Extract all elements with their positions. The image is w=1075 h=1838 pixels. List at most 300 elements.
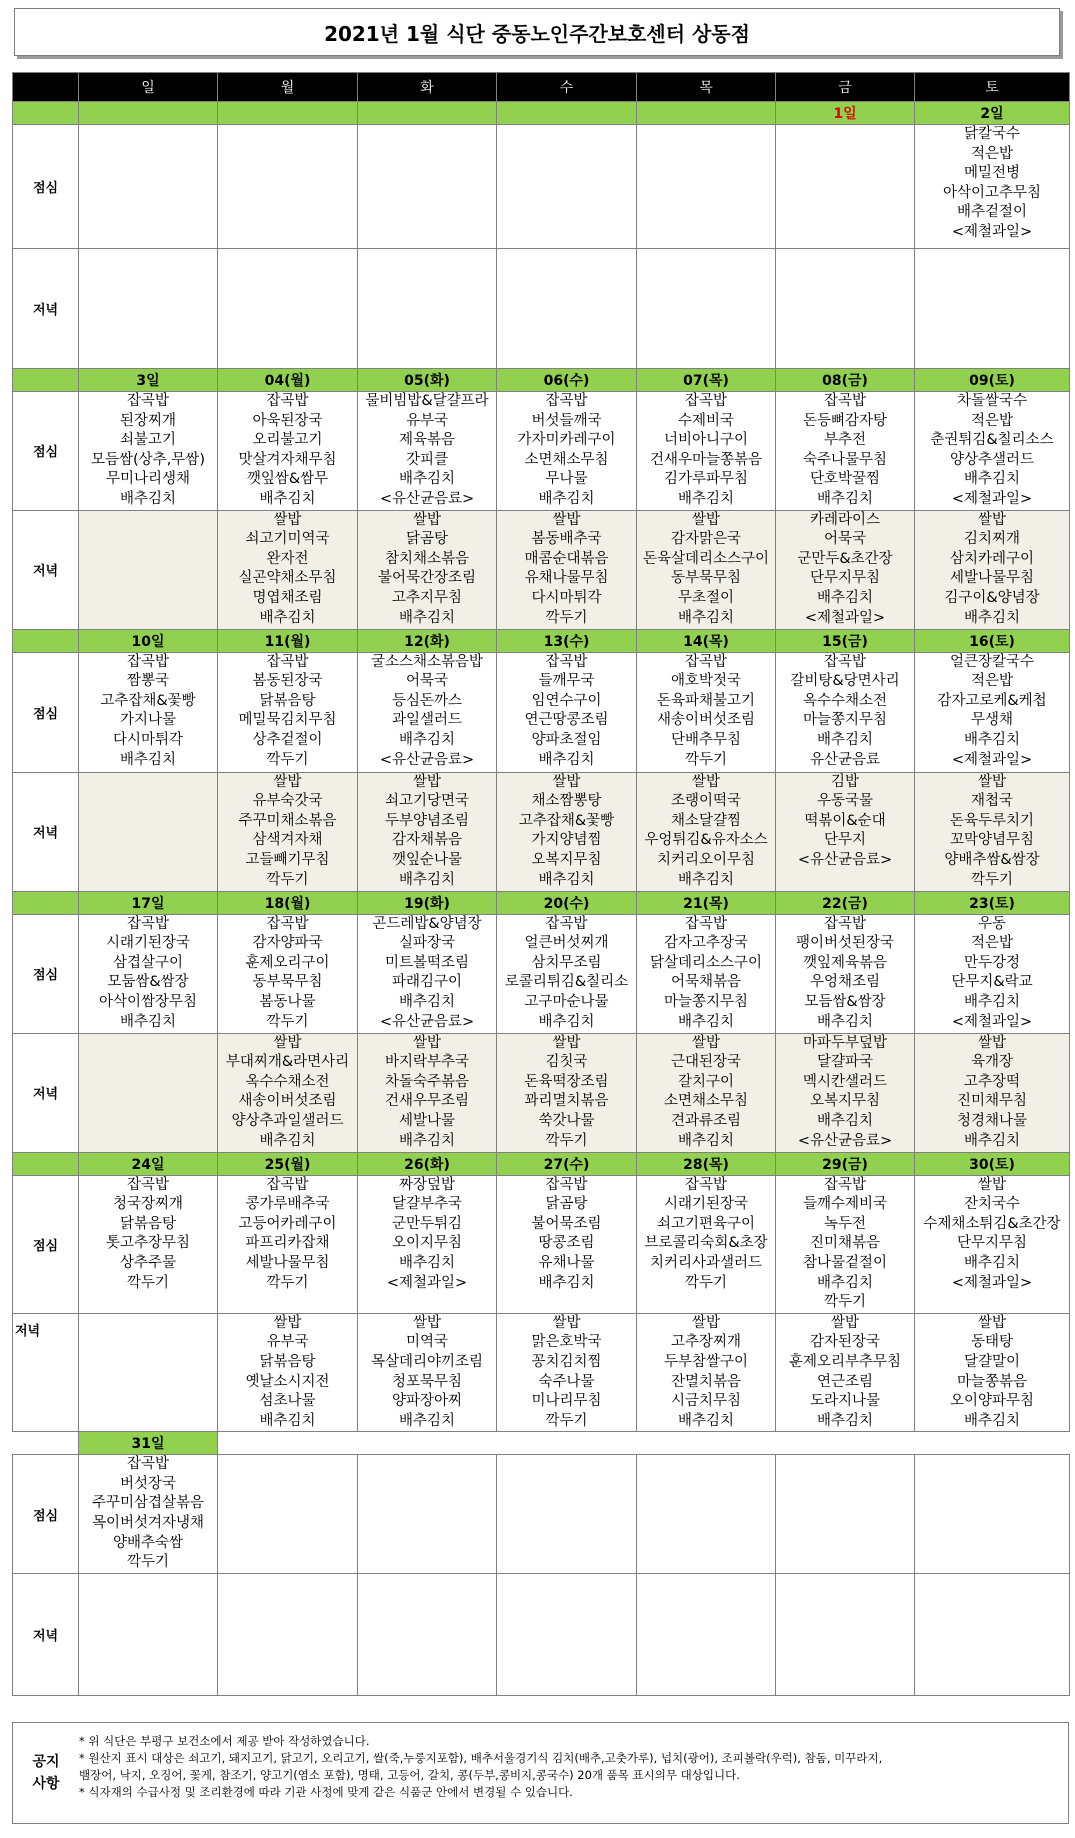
menu-item: 춘권튀김&칠리소스 [930,432,1054,449]
menu-item: 깍두기 [970,871,1014,888]
date-cell: 15(금) [776,629,915,652]
menu-item: 고추잡채&꽃빵 [518,812,615,829]
menu-item: 배추겉절이 [956,204,1028,221]
menu-item: 세발나물무침 [245,1254,330,1271]
menu-item: 배추김치 [398,471,456,488]
menu-item: 팽이버섯된장국 [795,935,895,952]
dinner-label: 저녁 [13,510,79,629]
menu-item: 섬초나물 [259,1393,316,1410]
menu-item: 쌀밥 [412,1034,441,1051]
menu-item: 양상추샐러드 [949,451,1035,468]
lunch-label: 점심 [13,1455,79,1574]
menu-item: 도라지나물 [809,1393,881,1410]
lunch-row [13,652,1070,772]
dinner-label: 저녁 [13,1033,79,1152]
menu-item: 배추김치 [816,589,874,606]
menu-item: 다시마튀각 [531,589,602,606]
menu-item: 마늘쫑볶음 [956,1373,1028,1390]
menu-item: 마늘쫑지무침 [663,993,749,1010]
menu-item: 로콜리튀김&칠리소 [504,974,629,991]
menu-item: 배추김치 [119,490,177,507]
menu-item: 배추김치 [398,1132,456,1149]
date-cell: 28(목) [637,1152,776,1175]
menu-item: 파래김구이 [391,974,463,991]
menu-item: 배추김치 [538,1274,595,1291]
notice-line: * 위 식단은 부평구 보건소에서 제공 받아 작성하였습니다. [79,1734,370,1748]
menu-item: 새송이버섯조림 [238,1093,337,1110]
menu-cell [79,1175,218,1313]
menu-item: 배추김치 [398,1412,456,1429]
menu-cell [637,914,776,1033]
date-corner [13,1152,79,1175]
menu-cell [358,1573,497,1695]
date-cell [776,1432,915,1455]
date-row [13,891,1070,914]
menu-item: 잡곡밥 [545,915,588,932]
menu-item: 무미나리생채 [105,471,191,488]
menu-item: 소면채소무침 [524,451,609,468]
menu-item: 동태탕 [970,1334,1014,1351]
notice-label [13,1723,79,1823]
dinner-label: 저녁 [13,772,79,891]
menu-item: 과일샐러드 [391,712,463,729]
day-header: 월 [218,73,358,102]
menu-item: 배추김치 [816,1112,874,1129]
menu-table [12,72,1070,1696]
menu-cell [218,249,358,369]
menu-item: 적은밥 [970,145,1014,162]
menu-cell [776,392,915,511]
menu-item: 미트볼떡조림 [384,954,470,971]
menu-item: 김가루파무침 [663,471,749,488]
menu-item: 깍두기 [823,1294,867,1311]
menu-item: 임연수구이 [531,692,602,709]
menu-item: 동부묵무침 [252,974,323,991]
menu-item: 양파장아찌 [391,1393,463,1410]
menu-item: 육개장 [970,1054,1014,1071]
menu-item: 유부국 [405,412,449,429]
menu-item: 고추잡채&꽃빵 [100,692,196,709]
menu-cell [79,652,218,772]
menu-item: 갈비탕&당면사리 [790,673,900,690]
menu-item: 쌀밥 [552,1034,581,1051]
menu-cell [79,510,218,629]
menu-item: 배추김치 [963,731,1021,748]
menu-item: 쌀밥 [412,773,441,790]
menu-item: 등심돈까스 [391,692,463,709]
date-cell: 2일 [915,102,1070,125]
date-cell: 10일 [79,629,218,652]
menu-item: 옥수수채소전 [802,692,888,709]
menu-item: 파프리카잡채 [245,1235,330,1252]
menu-cell [637,1455,776,1574]
menu-item: 배추김치 [398,871,456,888]
menu-item: 메밀전병 [963,165,1021,182]
menu-item: 떡볶이&순대 [804,812,886,829]
menu-cell [915,914,1070,1033]
menu-item: 양파초절임 [531,731,602,748]
menu-cell [637,1033,776,1152]
date-cell: 13(수) [497,629,637,652]
menu-item: 건새우마늘쫑볶음 [649,451,763,468]
date-cell [79,102,218,125]
menu-item: 시금치무침 [670,1393,742,1410]
menu-item: 새송이버섯조림 [656,712,756,729]
menu-cell [497,1313,637,1432]
menu-item: 쌀밥 [977,1314,1006,1331]
menu-cell [776,1033,915,1152]
dinner-row [13,1573,1070,1695]
menu-item: 김치찌개 [963,531,1021,548]
menu-item: 배추김치 [259,609,316,626]
menu-item: 배추김치 [538,871,595,888]
menu-item: <제철과일> [386,1274,468,1291]
menu-item: 쌀밥 [977,1176,1006,1193]
menu-item: 배추김치 [538,490,595,507]
date-cell: 30(토) [915,1152,1070,1175]
menu-item: 근대된장국 [670,1054,742,1071]
menu-item: 군만두튀김 [391,1215,463,1232]
menu-item: 양상추과일샐러드 [231,1112,344,1129]
menu-cell [915,125,1070,249]
menu-item: 단배추무침 [670,731,742,748]
menu-item: <제철과일> [951,490,1033,507]
menu-item: 세발나물무침 [949,570,1035,587]
menu-item: 달걀말이 [963,1353,1021,1370]
menu-item: 메밀묵김치무침 [238,712,337,729]
menu-item: 바지락부추국 [384,1054,470,1071]
menu-cell [358,652,497,772]
menu-item: 깍두기 [684,751,728,768]
menu-item: 잡곡밥 [684,915,728,932]
date-corner [13,102,79,125]
menu-cell [915,249,1070,369]
date-cell: 08(금) [776,369,915,392]
lunch-label: 점심 [13,914,79,1033]
menu-item: 배추김치 [538,751,595,768]
menu-item: <유산균음료> [379,490,475,507]
menu-item: 쌀밥 [977,773,1006,790]
menu-cell [497,1033,637,1152]
menu-item: 쇠고기미역국 [245,531,330,548]
menu-item: 훈제오리부추무침 [788,1353,902,1370]
menu-item: <제철과일> [951,223,1033,240]
menu-cell [776,652,915,772]
menu-item: 모둠쌈&쌈장 [107,974,189,991]
date-cell: 23(토) [915,891,1070,914]
menu-item: 김밥 [830,773,859,790]
menu-cell [637,1573,776,1695]
menu-item: 소면채소무침 [663,1093,749,1110]
date-cell [637,102,776,125]
menu-cell [637,392,776,511]
menu-item: 잡곡밥 [684,653,728,670]
menu-cell [915,652,1070,772]
menu-item: 유산균음료 [809,751,881,768]
menu-item: 녹두전 [823,1215,867,1232]
menu-item: 청포묵무침 [391,1373,463,1390]
menu-item: 우엉채조림 [809,974,881,991]
menu-item: 견과류조림 [670,1112,742,1129]
menu-item: 불어묵간장조림 [377,570,477,587]
menu-item: 잔치국수 [963,1196,1021,1213]
menu-item: 배추김치 [816,731,874,748]
menu-item: 배추김치 [398,609,456,626]
menu-item: 배추김치 [119,751,177,768]
menu-item: 무생채 [970,712,1014,729]
menu-item: 제육볶음 [398,432,456,449]
menu-item: 가지나물 [119,712,177,729]
menu-item: 감자고로케&케첩 [937,692,1047,709]
menu-item: 단무지무침 [956,1235,1028,1252]
menu-item: 감자맑은국 [670,531,742,548]
notice-line: * 원산지 표시 대상은 쇠고기, 돼지고기, 닭고기, 오리고기, 쌀(죽,누룽지포함), 배추서울경기식 김치(배추,고춧가루), 넙치(광어), 조피볼락(우럭), 참돔, 미꾸라지, [79,1751,883,1765]
menu-cell [637,772,776,891]
menu-item: 깍두기 [266,1013,309,1030]
menu-item: 쌀밥 [412,511,441,528]
menu-item: 잡곡밥 [823,653,867,670]
menu-cell [915,1175,1070,1313]
menu-item: 오리불고기 [252,432,323,449]
menu-item: 버섯장국 [119,1475,177,1492]
menu-item: 잡곡밥 [545,393,588,409]
menu-item: 삼겹살구이 [112,954,184,971]
notice-box [12,1722,1069,1824]
menu-item: 채소짬뽕탕 [531,793,602,810]
menu-cell [497,125,637,249]
date-cell [497,1432,637,1455]
menu-item: 잡곡밥 [266,653,309,670]
menu-cell [358,510,497,629]
menu-item: <제철과일> [951,1013,1033,1030]
menu-item: 카레라이스 [809,511,881,528]
date-cell: 18(월) [218,891,358,914]
menu-item: 배추김치 [538,1013,595,1030]
menu-item: 잡곡밥 [266,393,309,409]
menu-cell [637,1175,776,1313]
menu-item: 훈제오리구이 [245,954,330,971]
menu-item: 배추김치 [398,1254,456,1271]
menu-item: 잡곡밥 [823,1176,867,1193]
menu-cell [637,510,776,629]
menu-item: 배추김치 [677,1132,735,1149]
menu-cell [776,1455,915,1574]
menu-cell [358,392,497,511]
menu-item: 돈육떡장조림 [524,1073,609,1090]
date-cell: 20(수) [497,891,637,914]
menu-item: 배추김치 [816,1412,874,1429]
menu-item: 오복지무침 [531,851,602,868]
menu-item: 들깨수제비국 [802,1196,888,1213]
menu-item: 아삭이쌈장무침 [98,993,198,1010]
date-cell: 14(목) [637,629,776,652]
menu-item: 유부국 [266,1334,309,1351]
menu-item: 깍두기 [684,1274,728,1291]
date-cell: 31일 [79,1432,218,1455]
menu-item: <제철과일> [951,751,1033,768]
date-cell: 04(월) [218,369,358,392]
dinner-row [13,249,1070,369]
menu-item: 참치채소볶음 [384,550,470,567]
menu-item: 깻잎쌈&쌈무 [246,471,329,488]
menu-item: 깍두기 [266,751,309,768]
date-corner [13,1432,79,1455]
menu-cell [79,1033,218,1152]
lunch-label: 점심 [13,125,79,249]
menu-item: 조랭이떡국 [670,793,742,810]
menu-cell [218,392,358,511]
menu-cell [637,125,776,249]
menu-item: 치커리오이무침 [656,851,756,868]
menu-cell [776,249,915,369]
dinner-row [13,1313,1070,1432]
date-cell [497,102,637,125]
menu-item: 쌀밥 [830,1314,859,1331]
lunch-row [13,1455,1070,1574]
menu-item: 아삭이고추무침 [942,184,1042,201]
lunch-row [13,392,1070,511]
lunch-row [13,125,1070,249]
menu-item: 깍두기 [126,1554,170,1571]
menu-item: 쌀밥 [977,511,1006,528]
menu-item: 너비아니구이 [663,432,749,449]
menu-item: 모듬쌈(상추,무쌈) [91,451,205,468]
menu-cell [497,1175,637,1313]
menu-item: 돈육파채불고기 [656,692,756,709]
menu-item: 오복지무침 [809,1093,881,1110]
menu-cell [218,510,358,629]
date-cell [915,1432,1070,1455]
date-cell [358,102,497,125]
menu-cell [218,914,358,1033]
menu-item: 갈치구이 [677,1073,735,1090]
menu-item: 재첩국 [970,793,1014,810]
menu-item: 쌀밥 [412,1314,441,1331]
menu-item: 단무지무침 [809,570,881,587]
menu-item: <유산균음료> [797,851,893,868]
menu-cell [915,1455,1070,1574]
menu-item: 주꾸미삼겹살볶음 [91,1495,205,1512]
date-cell: 09(토) [915,369,1070,392]
menu-cell [79,1455,218,1574]
menu-item: 마늘쫑지무침 [802,712,888,729]
menu-cell [218,1313,358,1432]
date-cell: 29(금) [776,1152,915,1175]
menu-cell [79,914,218,1033]
menu-item: 오이지무침 [391,1235,463,1252]
menu-item: 쌀밥 [273,511,302,528]
menu-item: 목이버섯겨자냉채 [91,1515,205,1532]
menu-cell [776,914,915,1033]
menu-item: 배추김치 [398,993,456,1010]
menu-cell [497,392,637,511]
date-cell: 11(월) [218,629,358,652]
menu-item: 쑥갓나물 [538,1112,595,1129]
menu-item: 배추김치 [963,1132,1021,1149]
dinner-row [13,772,1070,891]
menu-item: 숙주나물 [538,1373,595,1390]
menu-item: 수제비국 [677,412,735,429]
menu-cell [79,1573,218,1695]
menu-item: 무나물 [545,471,588,488]
menu-item: 된장찌개 [119,412,177,429]
menu-item: 배추김치 [398,731,456,748]
menu-cell [358,1175,497,1313]
menu-item: 연근조림 [816,1373,874,1390]
menu-item: 옥수수채소전 [245,1073,330,1090]
menu-item: 단무지 [823,832,867,849]
menu-item: 닭살데리소스구이 [649,954,763,971]
menu-cell [79,1313,218,1432]
menu-item: 상추겉절이 [252,731,323,748]
menu-item: 꽁치김치찜 [531,1353,602,1370]
day-header: 화 [358,73,497,102]
menu-cell [776,125,915,249]
menu-item: 가지양념찜 [531,832,602,849]
menu-item: 고등어카레구이 [238,1215,337,1232]
menu-item: 아욱된장국 [252,412,323,429]
menu-item: 봄동된장국 [252,673,323,690]
date-cell: 19(화) [358,891,497,914]
menu-item: 얼큰버섯찌개 [524,935,609,952]
menu-item: 가자미카레구이 [517,432,616,449]
date-cell: 25(월) [218,1152,358,1175]
menu-item: 배추김치 [963,993,1021,1010]
menu-cell [79,125,218,249]
menu-item: 애호박젓국 [670,673,742,690]
menu-item: 미역국 [405,1334,449,1351]
menu-item: 고구마순나물 [524,993,609,1010]
menu-cell [358,1033,497,1152]
menu-cell [637,249,776,369]
menu-cell [358,914,497,1033]
menu-item: 굴소스채소볶음밥 [370,653,484,670]
menu-item: 배추김치 [677,609,735,626]
menu-item: 실곤약채소무침 [238,570,337,587]
menu-cell [218,772,358,891]
dinner-label: 저녁 [13,1313,79,1432]
menu-item: 쇠불고기 [119,432,177,449]
date-cell: 24일 [79,1152,218,1175]
menu-item: <제철과일> [804,609,886,626]
date-cell: 05(화) [358,369,497,392]
menu-item: 어묵국 [405,673,449,690]
date-corner [13,891,79,914]
menu-item: 맛살겨자채무침 [238,451,337,468]
menu-item: 잡곡밥 [823,915,867,932]
notice-label-line: 공지 [32,1754,60,1770]
menu-cell [218,1573,358,1695]
menu-cell [218,1455,358,1574]
menu-item: 쌀밥 [977,1034,1006,1051]
menu-item: 짜장덮밥 [398,1176,456,1193]
menu-cell [776,510,915,629]
menu-cell [497,510,637,629]
lunch-row [13,1175,1070,1313]
menu-item: 잡곡밥 [684,1176,728,1193]
menu-item: 닭볶음탕 [259,1353,316,1370]
menu-item: 깻잎순나물 [391,851,463,868]
menu-item: 감자된장국 [809,1334,881,1351]
menu-item: 달걀부추국 [391,1196,463,1213]
menu-item: 동부묵무침 [670,570,742,587]
date-cell: 21(목) [637,891,776,914]
menu-cell [497,249,637,369]
menu-item: 무초절이 [677,589,735,606]
date-cell: 27(수) [497,1152,637,1175]
menu-item: 유채나물무침 [524,570,609,587]
menu-cell [218,1033,358,1152]
